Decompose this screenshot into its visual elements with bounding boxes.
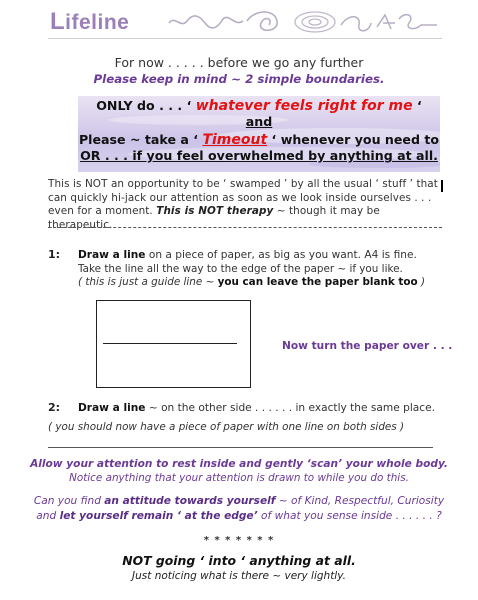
intro-line: For now . . . . . before we go any further	[114, 55, 364, 70]
header-divider	[48, 38, 442, 39]
paper-line-illustration	[103, 343, 237, 344]
attitude-question: Can you find an attitude towards yourself ~ of Kind, Respectful, Curiosity	[33, 495, 445, 507]
not-therapy-paragraph: This is NOT an opportunity to be ‘ swamped ’ by all the usual ‘ stuff ’ that can quickly hi-jack our attention as soon as we look inside ourselves . . . even for a moment. This is NOT therapy ~ though it may be therapeutic.	[48, 178, 438, 231]
boundary-one: ONLY do . . . ‘ whatever feels right for me ‘	[96, 98, 422, 114]
text-cursor	[441, 180, 443, 192]
boundary-two: Please ~ take a ‘ Timeout ‘ whenever you need to	[78, 132, 440, 148]
boundary-connector: and	[245, 114, 273, 129]
star-separator: * * * * * * *	[203, 535, 275, 546]
step-1-instruction: Draw a line on a piece of paper, as big as you want. A4 is fine.	[78, 249, 417, 261]
section-divider-2	[48, 447, 433, 448]
step-1-detail: Take the line all the way to the edge of the paper ~ if you like.	[78, 263, 403, 275]
attention-detail: Notice anything that your attention is drawn to while you do this.	[69, 472, 409, 484]
attitude-question-continued: and let yourself remain ‘ at the edge’ of what you sense inside . . . . . . ?	[36, 510, 442, 522]
handwritten-lifeline-drawing	[165, 5, 441, 39]
boundaries-heading: Please keep in mind ~ 2 simple boundaries.	[93, 72, 385, 86]
paper-illustration	[96, 300, 251, 388]
section-divider	[48, 227, 442, 228]
step-1-note: ( this is just a guide line ~ you can leave the paper blank too )	[78, 276, 426, 288]
turn-paper-instruction: Now turn the paper over . . .	[282, 340, 453, 352]
step-1-number: 1:	[48, 248, 61, 261]
step-2-instruction: Draw a line ~ on the other side . . . . . . in exactly the same place.	[78, 402, 435, 414]
step-2-note: ( you should now have a piece of paper with one line on both sides )	[48, 421, 405, 433]
step-2-number: 2:	[48, 401, 61, 414]
attention-instruction: Allow your attention to rest inside and gently ‘scan’ your whole body.	[30, 458, 448, 470]
closing-note: Just noticing what is there ~ very lightly.	[132, 570, 346, 582]
closing-heading: NOT going ‘ into ‘ anything at all.	[122, 553, 356, 568]
boundary-two-continued: OR . . . if you feel overwhelmed by anything at all.	[80, 148, 438, 163]
document-title: Lifeline	[50, 8, 130, 35]
boundaries-banner	[78, 96, 440, 172]
